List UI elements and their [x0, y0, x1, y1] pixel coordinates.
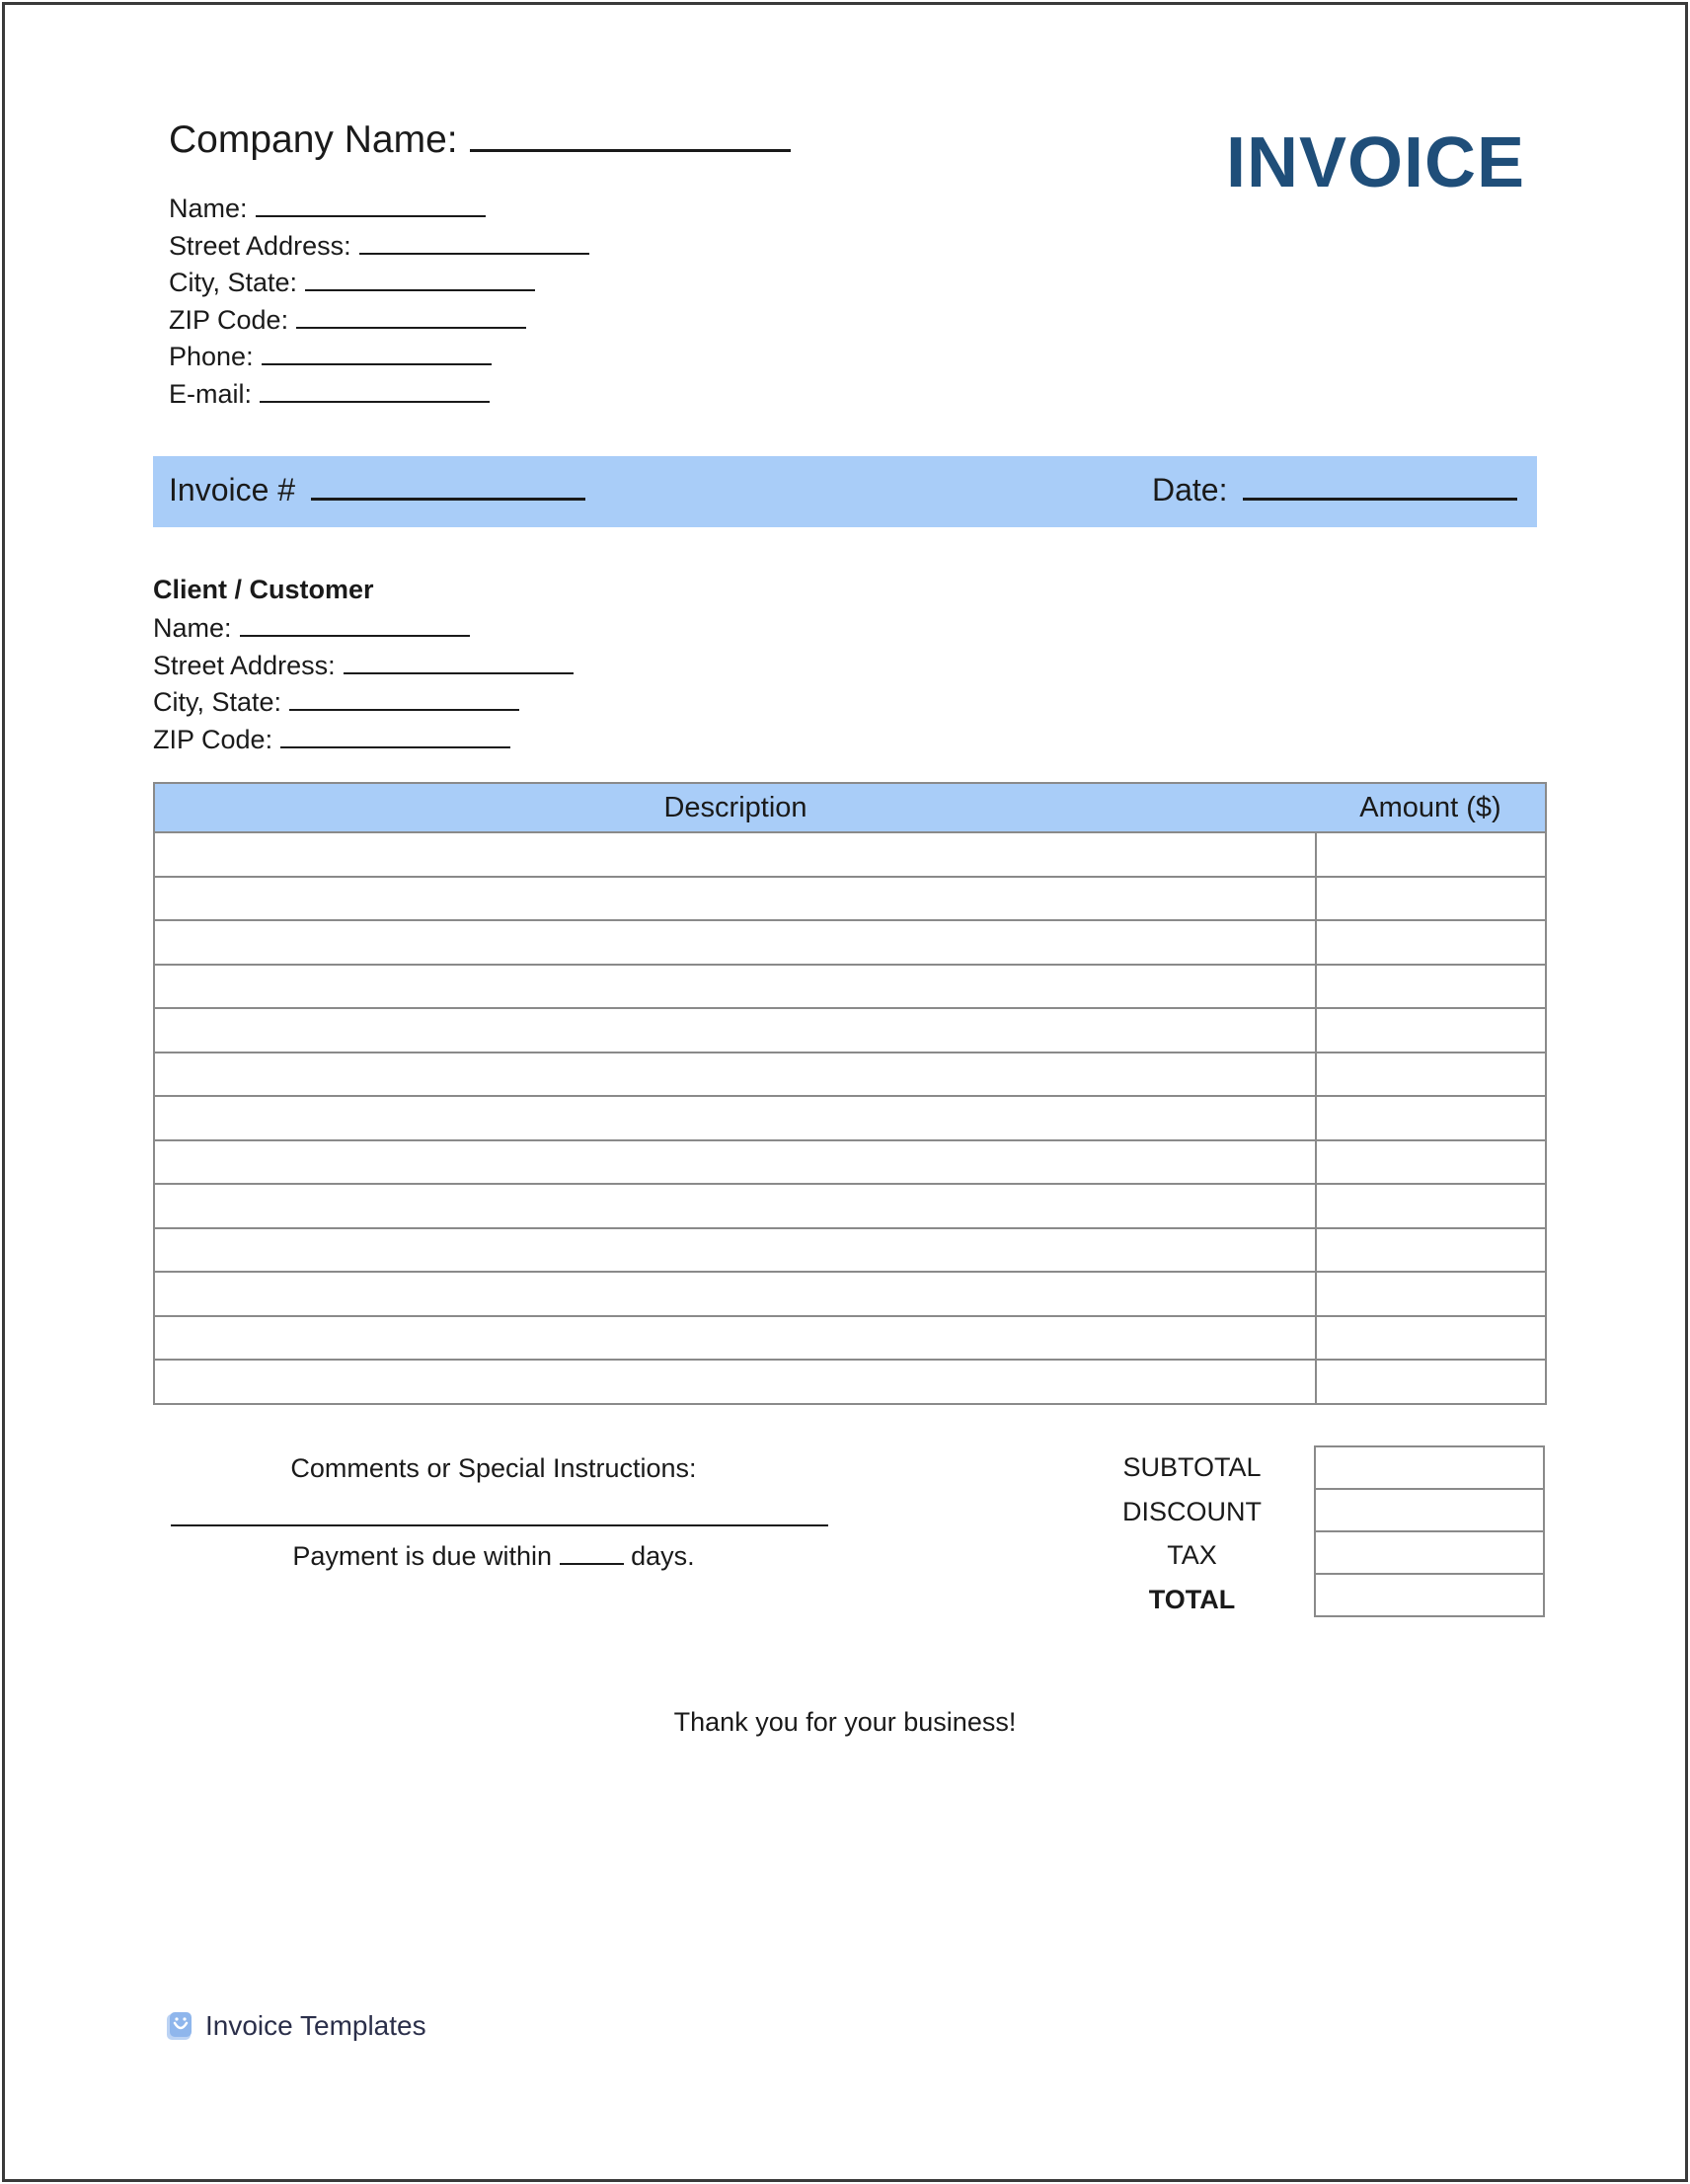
amount-cell[interactable]	[1316, 1140, 1546, 1185]
description-cell[interactable]	[154, 1316, 1316, 1361]
amount-cell[interactable]	[1316, 1272, 1546, 1316]
table-header-row	[154, 783, 1546, 832]
brand-name: Invoice Templates	[205, 2010, 426, 2041]
description-cell[interactable]	[154, 1140, 1316, 1185]
invoice-number-field	[169, 472, 585, 508]
sender-city-label: City, State:	[169, 268, 298, 297]
description-cell[interactable]	[154, 877, 1316, 921]
description-cell[interactable]	[154, 1096, 1316, 1140]
sender-city-row	[169, 265, 589, 302]
date-line[interactable]	[1243, 498, 1517, 501]
description-cell[interactable]	[154, 1228, 1316, 1273]
total-label: TOTAL	[1148, 1584, 1236, 1614]
table-row	[154, 1053, 1546, 1097]
invoice-title: INVOICE	[1226, 123, 1526, 202]
client-zip-row	[153, 722, 574, 759]
sender-zip-line[interactable]	[296, 327, 526, 329]
amount-cell[interactable]	[1316, 965, 1546, 1009]
line-items-body	[154, 832, 1546, 1404]
client-zip-label: ZIP Code:	[153, 724, 273, 754]
client-city-row	[153, 684, 574, 722]
table-row	[154, 1184, 1546, 1228]
client-city-line[interactable]	[289, 709, 519, 711]
totals-table	[1314, 1445, 1545, 1617]
total-row	[1315, 1574, 1544, 1616]
company-name-line[interactable]	[470, 149, 791, 152]
client-name-line[interactable]	[240, 635, 470, 637]
discount-label: DISCOUNT	[1122, 1496, 1262, 1526]
sender-street-row	[169, 228, 589, 266]
comments-line[interactable]	[171, 1524, 828, 1526]
sender-phone-label: Phone:	[169, 342, 254, 371]
table-row	[154, 920, 1546, 965]
table-row	[154, 1140, 1546, 1185]
date-field	[1152, 472, 1517, 508]
subtotal-row	[1315, 1446, 1544, 1489]
comments-label: Comments or Special Instructions:	[290, 1453, 697, 1483]
description-cell[interactable]	[154, 1008, 1316, 1053]
tax-label: TAX	[1167, 1540, 1217, 1570]
sender-name-line[interactable]	[256, 215, 486, 217]
amount-cell[interactable]	[1316, 1360, 1546, 1404]
subtotal-label: SUBTOTAL	[1122, 1452, 1262, 1482]
invoice-templates-logo-icon	[166, 2011, 193, 2041]
subtotal-cell[interactable]	[1315, 1446, 1544, 1489]
client-details	[153, 610, 574, 758]
amount-cell[interactable]	[1316, 1184, 1546, 1228]
client-title: Client / Customer	[153, 575, 374, 604]
sender-phone-row	[169, 339, 589, 376]
sender-zip-row	[169, 302, 589, 340]
payment-days-blank[interactable]	[560, 1563, 624, 1565]
tax-row	[1315, 1531, 1544, 1574]
amount-header: Amount ($)	[1316, 783, 1546, 832]
amount-cell[interactable]	[1316, 1008, 1546, 1053]
table-row	[154, 1008, 1546, 1053]
client-name-row	[153, 610, 574, 648]
description-header: Description	[154, 783, 1316, 832]
amount-cell[interactable]	[1316, 832, 1546, 877]
sender-street-label: Street Address:	[169, 230, 351, 261]
payment-prefix: Payment is due within	[292, 1541, 553, 1571]
sender-email-line[interactable]	[260, 401, 490, 403]
amount-cell[interactable]	[1316, 920, 1546, 965]
line-items-table	[153, 782, 1547, 1405]
sender-name-row	[169, 191, 589, 228]
sender-street-line[interactable]	[359, 253, 589, 255]
client-street-line[interactable]	[344, 672, 574, 674]
table-row	[154, 1272, 1546, 1316]
sender-phone-line[interactable]	[262, 363, 492, 365]
table-row	[154, 1360, 1546, 1404]
tax-cell[interactable]	[1315, 1531, 1544, 1574]
amount-cell[interactable]	[1316, 877, 1546, 921]
invoice-number-line[interactable]	[311, 498, 585, 501]
payment-suffix: days.	[631, 1541, 695, 1571]
total-cell[interactable]	[1315, 1574, 1544, 1616]
client-name-label: Name:	[153, 613, 232, 643]
amount-cell[interactable]	[1316, 1228, 1546, 1273]
amount-cell[interactable]	[1316, 1053, 1546, 1097]
amount-cell[interactable]	[1316, 1316, 1546, 1361]
discount-row	[1315, 1489, 1544, 1531]
description-cell[interactable]	[154, 965, 1316, 1009]
table-row	[154, 832, 1546, 877]
table-row	[154, 1228, 1546, 1273]
client-city-label: City, State:	[153, 687, 282, 717]
company-name-field	[169, 118, 791, 162]
description-cell[interactable]	[154, 1360, 1316, 1404]
discount-cell[interactable]	[1315, 1489, 1544, 1531]
sender-zip-label: ZIP Code:	[169, 304, 289, 335]
company-name-label: Company Name:	[169, 118, 458, 161]
description-cell[interactable]	[154, 1184, 1316, 1228]
thank-you-message: Thank you for your business!	[673, 1707, 1017, 1737]
description-cell[interactable]	[154, 920, 1316, 965]
sender-email-row	[169, 376, 589, 414]
date-label: Date:	[1152, 472, 1228, 507]
description-cell[interactable]	[154, 1272, 1316, 1316]
payment-terms	[158, 1541, 829, 1572]
description-cell[interactable]	[154, 832, 1316, 877]
sender-name-label: Name:	[169, 194, 248, 223]
invoice-number-label: Invoice #	[169, 472, 296, 507]
sender-details	[169, 191, 589, 413]
table-row	[154, 1096, 1546, 1140]
client-street-row	[153, 648, 574, 685]
sender-city-line[interactable]	[305, 289, 535, 291]
description-cell[interactable]	[154, 1053, 1316, 1097]
table-row	[154, 877, 1546, 921]
client-street-label: Street Address:	[153, 650, 336, 680]
totals-labels	[1066, 1445, 1318, 1621]
amount-cell[interactable]	[1316, 1096, 1546, 1140]
table-row	[154, 1316, 1546, 1361]
sender-email-label: E-mail:	[169, 378, 253, 409]
brand-footer	[166, 2010, 426, 2042]
table-row	[154, 965, 1546, 1009]
client-zip-line[interactable]	[280, 746, 510, 748]
